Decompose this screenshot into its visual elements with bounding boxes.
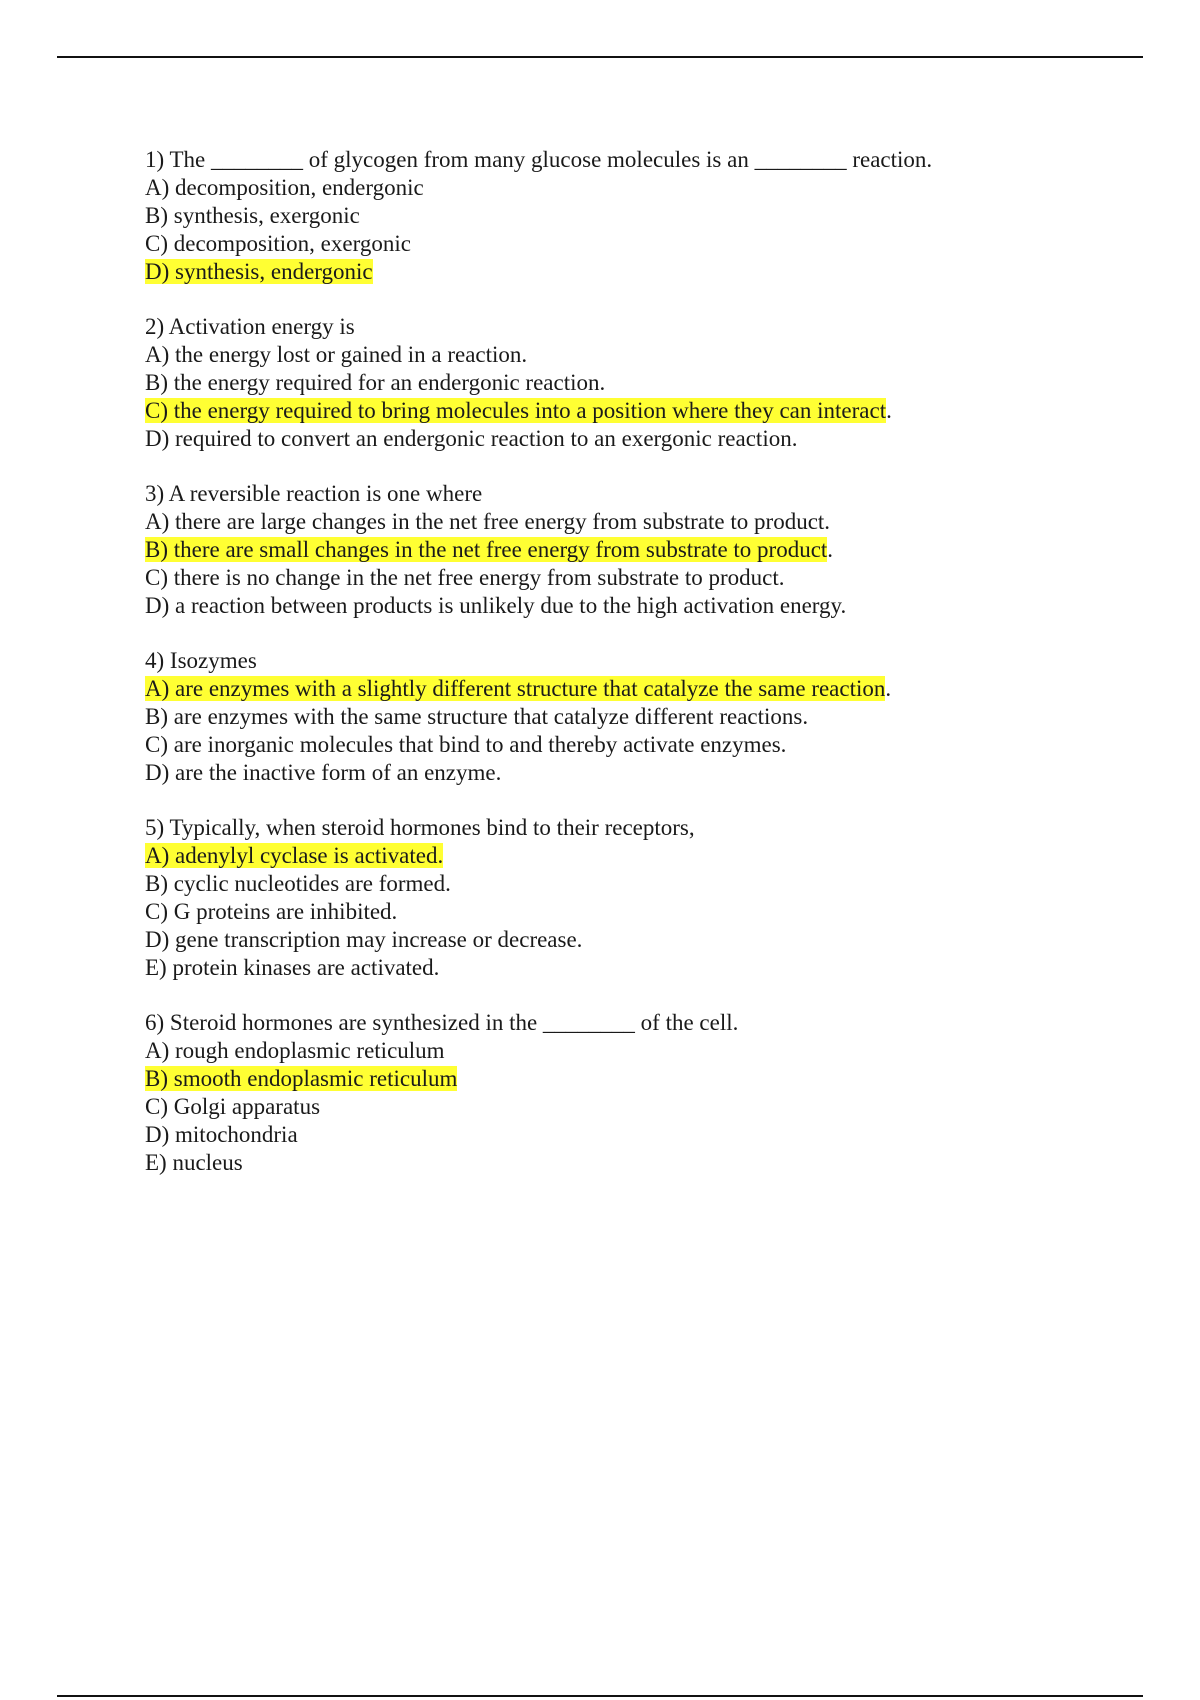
- question-stem: 1) The ________ of glycogen from many glucose molecules is an ________ reaction.: [145, 147, 933, 172]
- answer-option: B) the energy required for an endergonic reaction.: [145, 370, 606, 395]
- answer-option: E) nucleus: [145, 1150, 243, 1175]
- answer-tail: .: [885, 676, 892, 701]
- highlighted-answer: D) synthesis, endergonic: [145, 259, 373, 284]
- answer-tail: .: [886, 398, 892, 423]
- answer-tail: .: [827, 537, 834, 562]
- answer-option: A) the energy lost or gained in a reaction.: [145, 342, 528, 367]
- question-stem: 3) A reversible reaction is one where: [145, 481, 483, 506]
- answer-option-correct: [145, 258, 1145, 286]
- answer-option: B) cyclic nucleotides are formed.: [145, 871, 451, 896]
- answer-option: E) protein kinases are activated.: [145, 955, 440, 980]
- answer-option-correct: [145, 536, 1145, 564]
- answer-option: C) are inorganic molecules that bind to and thereby activate enzymes.: [145, 732, 787, 757]
- answer-option: C) G proteins are inhibited.: [145, 899, 398, 924]
- answer-option-correct: [145, 842, 1145, 870]
- answer-option: D) are the inactive form of an enzyme.: [145, 760, 502, 785]
- footer-rule: [57, 1695, 1143, 1697]
- answer-option-correct: [145, 1065, 1145, 1093]
- question-3: [145, 480, 1145, 620]
- question-stem: 6) Steroid hormones are synthesized in the ________ of the cell.: [145, 1010, 739, 1035]
- highlighted-answer: B) smooth endoplasmic reticulum: [145, 1066, 458, 1091]
- answer-option: A) decomposition, endergonic: [145, 175, 424, 200]
- question-stem: 2) Activation energy is: [145, 314, 355, 339]
- answer-option: B) are enzymes with the same structure that catalyze different reactions.: [145, 704, 809, 729]
- question-4: [145, 647, 1145, 787]
- answer-option: B) synthesis, exergonic: [145, 203, 360, 228]
- answer-option: A) there are large changes in the net free energy from substrate to product.: [145, 509, 831, 534]
- answer-option-correct: [145, 397, 1145, 425]
- answer-option: D) required to convert an endergonic reaction to an exergonic reaction.: [145, 426, 798, 451]
- answer-option-correct: [145, 675, 1145, 703]
- highlighted-answer: A) adenylyl cyclase is activated.: [145, 843, 444, 868]
- quiz-content: [145, 146, 1145, 1204]
- header-rule: [57, 56, 1143, 58]
- question-5: [145, 814, 1145, 982]
- question-stem: 4) Isozymes: [145, 648, 257, 673]
- highlighted-answer: C) the energy required to bring molecules into a position where they can interact: [145, 398, 887, 423]
- highlighted-answer: A) are enzymes with a slightly different structure that catalyze the same reaction: [145, 676, 886, 701]
- question-2: [145, 313, 1145, 453]
- question-stem: 5) Typically, when steroid hormones bind to their receptors,: [145, 815, 695, 840]
- answer-option: D) a reaction between products is unlikely due to the high activation energy.: [145, 593, 847, 618]
- answer-option: C) there is no change in the net free energy from substrate to product.: [145, 565, 785, 590]
- answer-option: A) rough endoplasmic reticulum: [145, 1038, 445, 1063]
- highlighted-answer: B) there are small changes in the net free energy from substrate to product: [145, 537, 828, 562]
- answer-option: D) gene transcription may increase or decrease.: [145, 927, 583, 952]
- answer-option: C) Golgi apparatus: [145, 1094, 321, 1119]
- answer-option: D) mitochondria: [145, 1122, 298, 1147]
- question-1: [145, 146, 1145, 286]
- question-6: [145, 1009, 1145, 1177]
- answer-option: C) decomposition, exergonic: [145, 231, 411, 256]
